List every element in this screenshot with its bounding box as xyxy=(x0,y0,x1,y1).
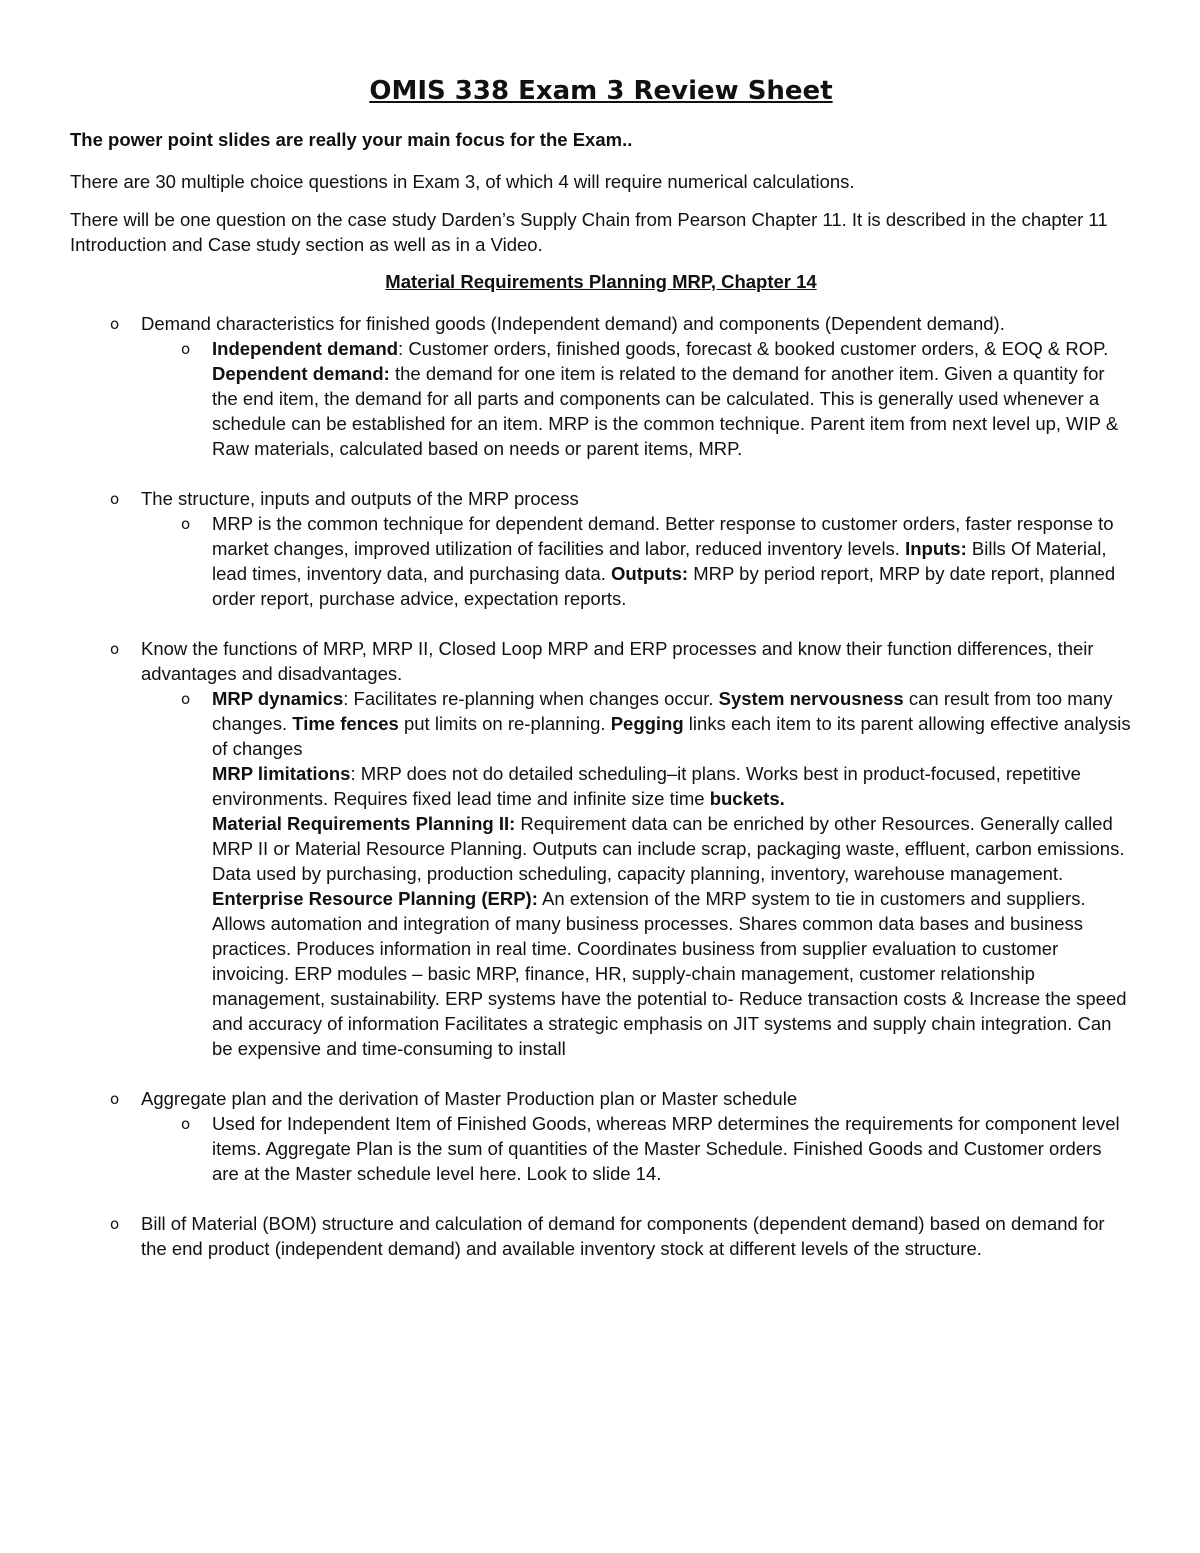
term: Material Requirements Planning II: xyxy=(212,813,516,834)
term-description: can result from too many changes. xyxy=(212,688,1113,734)
term-description: Bills Of Material, lead times, inventory data, and purchasing data. xyxy=(212,538,1107,584)
term: System nervousness xyxy=(718,688,904,709)
intro-paragraph-2: There will be one question on the case study Darden’s Supply Chain from Pearson Chapter 11. It is described in the chapter 11 Introduction and Case study section as well as in a Video. xyxy=(70,209,1108,255)
term-description: : MRP does not do detailed scheduling–it plans. Works best in product-focused, repetitive environments. Requires fixed lead time and infinite size time xyxy=(212,763,1081,809)
term: MRP limitations xyxy=(212,763,351,784)
list-item xyxy=(70,1211,1132,1261)
term: Enterprise Resource Planning (ERP): xyxy=(212,888,538,909)
bullet-marker: o xyxy=(110,315,120,333)
list-item xyxy=(70,636,1132,1061)
term: Outputs: xyxy=(611,563,689,584)
list-item xyxy=(70,1086,1132,1186)
term: Pegging xyxy=(610,713,684,734)
bullet-marker: o xyxy=(110,1090,120,1108)
term: Independent demand xyxy=(212,338,399,359)
term: Dependent demand: xyxy=(212,363,390,384)
bullet-marker: o xyxy=(181,340,191,358)
term-description: : Facilitates re-planning when changes occur. xyxy=(343,688,719,709)
document-page xyxy=(70,76,1132,1286)
topic-list xyxy=(70,311,1132,1261)
term: Inputs: xyxy=(905,538,967,559)
bullet-marker: o xyxy=(110,1215,120,1233)
bullet-marker: o xyxy=(181,1115,191,1133)
term-description: links each item to its parent allowing effective analysis of changes xyxy=(212,713,1131,759)
section-heading: Material Requirements Planning MRP, Chapter 14 xyxy=(385,271,817,292)
term-description: Used for Independent Item of Finished Goods, whereas MRP determines the requirements for component level items. Aggregate Plan is the sum of quantities of the Master Schedule. Finished Goods and Customer orders are at the Master schedule level here. Look to slide 14. xyxy=(212,1113,1120,1184)
term-description: An extension of the MRP system to tie in customers and suppliers. Allows automation and integration of many business processes. Shares common data bases and business practices. Produces information in real time. Coordinates business from supplier evaluation to customer invoicing. ERP modules – basic MRP, finance, HR, supply-chain management, customer relationship management, sustainability. ERP systems have the potential to- Reduce transaction costs & Increase the speed and accuracy of information Facilitates a strategic emphasis on JIT systems and supply chain integration. Can be expensive and time-consuming to install xyxy=(212,888,1127,1059)
term-description: MRP is the common technique for dependent demand. Better response to customer orders, faster response to market changes, improved utilization of facilities and labor, reduced inventory levels. xyxy=(212,513,1114,559)
term-description: Requirement data can be enriched by other Resources. Generally called MRP II or Material Resource Planning. Outputs can include scrap, packaging waste, effluent, carbon emissions. Data used by purchasing, production scheduling, capacity planning, inventory, warehouse management. xyxy=(212,813,1125,884)
term: MRP dynamics xyxy=(212,688,344,709)
sub-list-item xyxy=(141,1111,1132,1186)
bullet-marker: o xyxy=(110,640,120,658)
bullet-marker: o xyxy=(181,515,191,533)
term-description: the demand for one item is related to the demand for another item. Given a quantity for the end item, the demand for all parts and components can be calculated. This is generally used whenever a schedule can be established for an item. MRP is the common technique. Parent item from next level up, WIP & Raw materials, calculated based on needs or parent items, MRP. xyxy=(212,363,1119,459)
term-description: MRP by period report, MRP by date report, planned order report, purchase advice, expectation reports. xyxy=(212,563,1116,609)
list-item xyxy=(70,486,1132,611)
term-description: put limits on re-planning. xyxy=(398,713,611,734)
term: buckets. xyxy=(709,788,785,809)
document-title: OMIS 338 Exam 3 Review Sheet xyxy=(369,76,833,106)
list-item-text: The structure, inputs and outputs of the MRP process xyxy=(141,488,579,509)
term-description: : Customer orders, finished goods, forecast & booked customer orders, & EOQ & ROP. xyxy=(398,338,1109,359)
lead-statement: The power point slides are really your main focus for the Exam.. xyxy=(70,129,633,150)
intro-paragraph-1: There are 30 multiple choice questions in Exam 3, of which 4 will require numerical calculations. xyxy=(70,171,855,192)
list-item-text: Aggregate plan and the derivation of Master Production plan or Master schedule xyxy=(141,1088,798,1109)
sub-list-item xyxy=(141,336,1132,461)
bullet-marker: o xyxy=(181,690,191,708)
sub-list-item xyxy=(141,686,1132,1061)
list-item-text: Know the functions of MRP, MRP II, Closed Loop MRP and ERP processes and know their function differences, their advantages and disadvantages. xyxy=(141,638,1094,684)
term: Time fences xyxy=(292,713,399,734)
sub-list-item xyxy=(141,511,1132,611)
bullet-marker: o xyxy=(110,490,120,508)
list-item-text: Demand characteristics for finished goods (Independent demand) and components (Dependent demand). xyxy=(141,313,1005,334)
list-item-text: Bill of Material (BOM) structure and calculation of demand for components (dependent demand) based on demand for the end product (independent demand) and available inventory stock at different levels of the structure. xyxy=(141,1213,1105,1259)
list-item xyxy=(70,311,1132,461)
